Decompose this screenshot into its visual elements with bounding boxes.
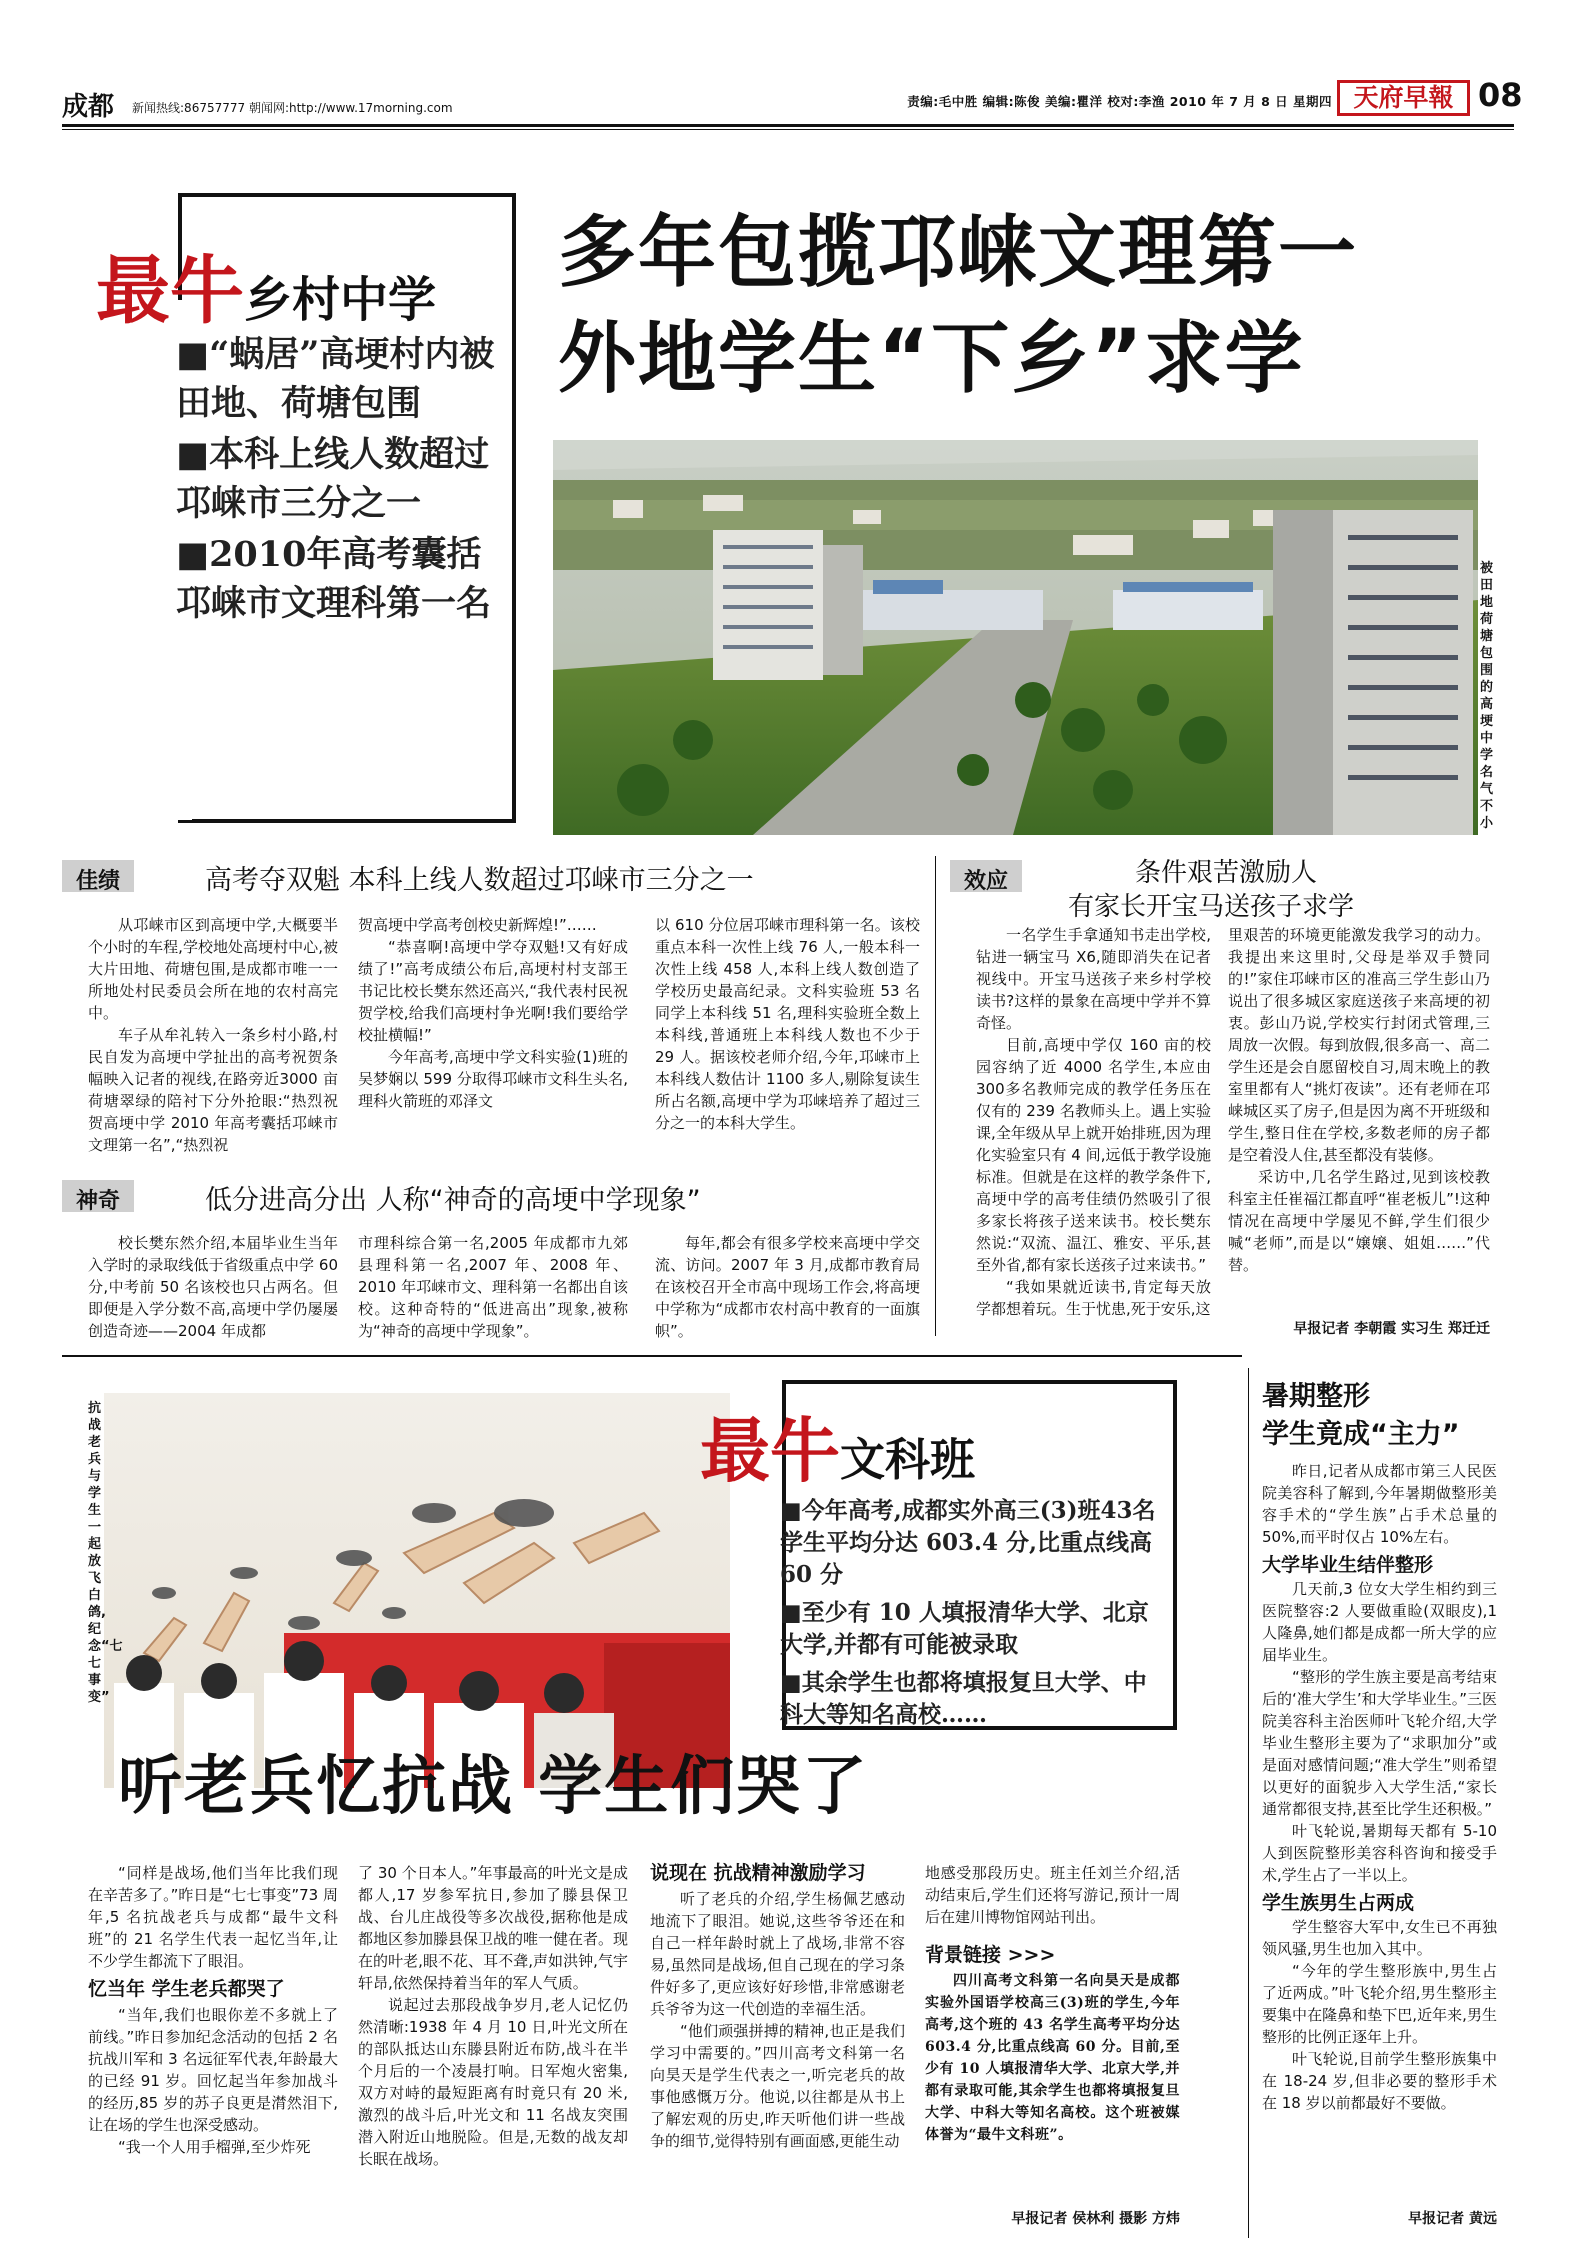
header-rule bbox=[62, 124, 1514, 127]
section-label-shenqi: 神奇 bbox=[62, 1180, 134, 1212]
main-headline-line2: 外地学生“下乡”求学 bbox=[558, 314, 1305, 404]
article-column bbox=[925, 1862, 1180, 2146]
hotline-text: 新闻热线:86757777 朝闻网:http://www.17morning.com bbox=[132, 101, 453, 115]
kicker-2 bbox=[700, 1395, 975, 1496]
paragraph: “当年,我们也眼你差不多就上了前线。”昨日参加纪念活动的包括 2 名抗战川军和 3 名远征军代表,年龄最大的已经 91 岁。回忆起当年参加战斗的经历,85 岁的苏子良更是潸然泪下,让在场的学生也深受感动。 bbox=[88, 2006, 338, 2134]
main-headline bbox=[558, 200, 1358, 412]
paragraph: 采访中,几名学生路过,见到该校教科室主任崔福江都直呼“崔老板儿”!这种情况在高埂中学屡见不鲜,学生们很少喊“老师”,而是以“嬢嬢、姐姐……”代替。 bbox=[1228, 1168, 1490, 1274]
story2-headline: 听老兵忆抗战 学生们哭了 bbox=[118, 1750, 869, 1824]
summary-bullet: ■至少有 10 人填报清华大学、北京大学,并都有可能被录取 bbox=[780, 1599, 1149, 1658]
story-divider bbox=[62, 1355, 1242, 1357]
paragraph: 里艰苦的环境更能激发我学习的动力。我提出来这里时,父母是举双手赞同的!”家住邛崃市区的准高三学生彭山乃说出了很多城区家庭送孩子来高埂的初衷。彭山乃说,学校实行封闭式管理,三周放一次假。每到放假,很多高一、高二学生还是会自愿留校自习,周末晚上的教室里都有人“挑灯夜读”。还有老师在邛崃城区买了房子,但是因为离不开班级和学生,整日住在学校,多数老师的房子都是空着没人住,甚至都没有装修。 bbox=[1228, 926, 1490, 1164]
kicker-red: 最牛 bbox=[700, 1409, 840, 1492]
section-title-shenqi: 低分进高分出 人称“神奇的高埂中学现象” bbox=[205, 1185, 701, 1216]
photo-caption-vertical: 抗战老兵与学生一起放飞白鸽,纪念“七七事变” bbox=[88, 1401, 123, 1705]
byline: 早报记者 李朝霞 实习生 郑迁迁 bbox=[1293, 1321, 1490, 1337]
paragraph: 从邛崃市区到高埂中学,大概要半个小时的车程,学校地处高埂村中心,被大片田地、荷塘包围,是成都市唯一一所地处村民委员会所在地的农村高完中。 bbox=[88, 916, 338, 1022]
summary-bullets-2 bbox=[780, 1495, 1165, 1737]
summary-bullet: ■本科上线人数超过邛崃市三分之一 bbox=[176, 434, 490, 524]
paragraph: 每年,都会有很多学校来高埂中学交流、访问。2007 年 3 月,成都市教育局在该校召开全市高中现场工作会,将高埂中学称为“成都市农村高中教育的一面旗帜”。 bbox=[655, 1234, 920, 1340]
paragraph: “我如果就近读书,肯定每天放学都想着玩。生于忧患,死于安乐,这 bbox=[976, 1278, 1211, 1318]
article-column bbox=[358, 914, 628, 1112]
kicker-black: 乡村中学 bbox=[244, 272, 437, 328]
summary-bullet: ■其余学生也都将填报复旦大学、中科大等知名高校…… bbox=[780, 1669, 1147, 1728]
header-rule-thin bbox=[62, 129, 1514, 130]
photo-caption-vertical: 被田地荷塘包围的高埂中学名气不小 bbox=[1480, 561, 1494, 831]
sidebar-byline: 早报记者 黄远 bbox=[1408, 2211, 1497, 2227]
sidebar-rule bbox=[1248, 1368, 1249, 2238]
paragraph: 了 30 个日本人。”年事最高的叶光文是成都人,17 岁参军抗日,参加了滕县保卫战、台儿庄战役等多次战役,据称他是成都地区参加滕县保卫战的唯一健在者。现在的叶老,眼不花、耳不聋,声如洪钟,气宇轩昂,依然保持着当年的军人气质。 bbox=[358, 1864, 629, 1992]
paragraph: 叶飞轮说,暑期每天都有 5-10 人到医院整形美容科咨询和接受手术,学生占了一半以上。 bbox=[1262, 1822, 1497, 1884]
kicker bbox=[96, 232, 436, 338]
sidebar-article bbox=[1262, 1378, 1497, 2114]
paragraph: 学生整容大军中,女生已不再独领风骚,男生也加入其中。 bbox=[1262, 1918, 1497, 1958]
article-column bbox=[88, 914, 338, 1156]
summary-bullet: ■今年高考,成都实外高三(3)班43名学生平均分达 603.4 分,比重点线高 60 分 bbox=[780, 1497, 1156, 1588]
sidebar-title-1: 暑期整形 bbox=[1262, 1381, 1370, 1412]
paragraph: 说起过去那段战争岁月,老人记忆仍然清晰:1938 年 4 月 10 日,叶光文所在的部队抵达山东滕县附近布防,战斗在半个月后的一个凌晨打响。日军炮火密集,双方对峙的最短距离有时竟只有 20 米,激烈的战斗后,叶光文和 11 名战友突围潜入附近山地脱险。但是,无数的战友却长眠在战场。 bbox=[358, 1996, 628, 2168]
article-column bbox=[976, 924, 1211, 1320]
article-column bbox=[655, 914, 920, 1134]
paragraph: 听了老兵的介绍,学生杨佩艺感动地流下了眼泪。她说,这些爷爷还在和自己一样年龄时就上了战场,非常不容易,虽然同是战场,但自己现在的学习条件好多了,更应该好好珍惜,非常感谢老兵爷爷为这一代创造的幸福生活。 bbox=[650, 1890, 905, 2018]
paragraph: 校长樊东然介绍,本届毕业生当年入学时的录取线低于省级重点中学 60 分,中考前 50 名该校也只占两名。但即便是入学分数不高,高埂中学仍屡屡创造奇迹——2004 年成都 bbox=[88, 1234, 338, 1340]
article-column bbox=[88, 1232, 338, 1342]
paragraph: 地感受那段历史。班主任刘兰介绍,活动结束后,学生们还将写游记,预计一周后在建川博物馆网站刊出。 bbox=[925, 1864, 1180, 1926]
paragraph: “整形的学生族主要是高考结束后的‘准大学生’和大学毕业生。”三医院美容科主治医师叶飞轮介绍,大学毕业生整形主要为了“求职加分”或是面对感情问题;“准大学生”则希望以更好的面貌步入大学生活,“家长通常都很支持,甚至比学生还积极。” bbox=[1262, 1668, 1497, 1818]
paragraph: “今年的学生整形族中,男生占了近两成。”叶飞轮介绍,男生整形主要集中在隆鼻和垫下巴,近年来,男生整形的比例正逐年上升。 bbox=[1262, 1962, 1497, 2046]
paragraph: 一名学生手拿通知书走出学校,钻进一辆宝马 X6,随即消失在记者视线中。开宝马送孩子来乡村学校读书?这样的景象在高埂中学并不算奇怪。 bbox=[976, 926, 1211, 1032]
school-aerial-image bbox=[553, 440, 1478, 835]
paragraph: “我一个人用手榴弹,至少炸死 bbox=[118, 2138, 311, 2156]
paragraph: 叶飞轮说,目前学生整形族集中在 18-24 岁,但非必要的整形手术在 18 岁以前都最好不要做。 bbox=[1262, 2050, 1497, 2112]
sidebar-subheading: 大学毕业生结伴整形 bbox=[1262, 1554, 1434, 1576]
paragraph: 贺高埂中学高考创校史新辉煌!”…… bbox=[358, 916, 597, 934]
paragraph: “他们顽强拼搏的精神,也正是我们学习中需要的。”四川高考文科第一名向昊天是学生代表之一,听完老兵的故事他感慨万分。他说,以往都是从书上了解宏观的历史,昨天听他们讲一些战争的细节,觉得特别有画面感,更能生动 bbox=[650, 2022, 905, 2150]
sidebar-body bbox=[1262, 1460, 1497, 2114]
background-text: 四川高考文科第一名向昊天是成都实验外国语学校高三(3)班的学生,今年高考,这个班的 43 名学生高考平均分达 603.4 分,比重点线高 60 分。目前,至少有 10 人填报清华大学、北京大学,并都有录取可能,其余学生也都将填报复旦大学、中科大等知名高校。这个班被媒体誉为“最牛文科班”。 bbox=[925, 1973, 1180, 2143]
kicker-red: 最牛 bbox=[96, 248, 244, 334]
staff-line: 责编:毛中胜 编辑:陈俊 美编:瞿洋 校对:李渔 2010 年 7 月 8 日 星期四 bbox=[907, 94, 1332, 109]
sidebar-subheading: 学生族男生占两成 bbox=[1262, 1892, 1415, 1914]
section-title-xiaoying-2: 有家长开宝马送孩子求学 bbox=[1068, 892, 1355, 922]
summary-bullet: ■2010年高考囊括邛崃市文理科第一名 bbox=[176, 534, 492, 624]
subheading: 忆当年 学生老兵都哭了 bbox=[88, 1978, 285, 2000]
section-label-xiaoying: 效应 bbox=[950, 860, 1022, 892]
doves-release-image bbox=[104, 1393, 730, 1788]
column-rule bbox=[935, 856, 936, 1336]
page-number: 08 bbox=[1478, 76, 1523, 114]
article-column bbox=[650, 1862, 905, 2152]
paragraph: “同样是战场,他们当年比我们现在辛苦多了。”昨日是“七七事变”73 周年,5 名抗战老兵与成都“最牛文科班”的 21 名学生代表一起忆当年,让不少学生都流下了眼泪。 bbox=[88, 1864, 338, 1970]
paragraph: 几天前,3 位女大学生相约到三医院整容:2 人要做重睑(双眼皮),1 人隆鼻,她们都是成都一所大学的应届毕业生。 bbox=[1262, 1580, 1497, 1664]
byline-2: 早报记者 侯林利 摄影 方炜 bbox=[1011, 2211, 1180, 2227]
paragraph: 昨日,记者从成都市第三人民医院美容科了解到,今年暑期做整形美容手术的“学生族”占手术总量的 50%,而平时仅占 10%左右。 bbox=[1262, 1462, 1497, 1546]
section-title-jiaji: 高考夺双魁 本科上线人数超过邛崃市三分之一 bbox=[205, 865, 754, 896]
article-column bbox=[655, 1232, 920, 1342]
subheading: 说现在 抗战精神激励学习 bbox=[650, 1862, 866, 1884]
article-column bbox=[1228, 924, 1490, 1276]
newspaper-logo: 天府早報 bbox=[1337, 80, 1470, 116]
paragraph: 以 610 分位居邛崃市理科第一名。该校重点本科一次性上线 76 人,一般本科一次性上线 458 人,本科上线人数创造了学校历史最高纪录。文科实验班 53 名同学上本科线 51 名,理科实验班全数上本科线,普通班上本科线人数也不少于 29 人。据该校老师介绍,今年,邛崃市上本科线人数估计 1100 多人,剔除复读生所占名额,高埂中学为邛崃培养了超过三分之一的本科大学生。 bbox=[655, 916, 920, 1132]
article-column bbox=[88, 1862, 338, 2158]
kicker-black: 文科班 bbox=[840, 1433, 976, 1486]
section-label-jiaji: 佳绩 bbox=[62, 860, 134, 892]
school-photo bbox=[553, 440, 1478, 835]
paragraph: 目前,高埂中学仅 160 亩的校园容纳了近 4000 名学生,本应由 300多名教师完成的教学任务压在仅有的 239 名教师头上。遇上实验课,全年级从早上就开始排班,因为理化实验室只有 4 间,远低于教学设施标准。但就是在这样的教学条件下,高埂中学的高考佳绩仍然吸引了很多家长将孩子送来读书。校长樊东然说:“双流、温江、雅安、平乐,甚至外省,都有家长送孩子过来读书。” bbox=[976, 1036, 1211, 1274]
veterans-photo bbox=[104, 1393, 730, 1788]
main-headline-line1: 多年包揽邛崃文理第一 bbox=[558, 208, 1359, 298]
article-column bbox=[358, 1862, 628, 2170]
paragraph: 市理科综合第一名,2005 年成都市九郊县理科第一名,2007 年、2008 年、2010 年邛崃市文、理科第一名都出自该校。这种奇特的“低进高出”现象,被称为“神奇的高埂中学现象”。 bbox=[358, 1234, 628, 1340]
page-header-left bbox=[62, 86, 453, 123]
paragraph: “恭喜啊!高埂中学夺双魁!又有好成绩了!”高考成绩公布后,高埂村村支部王书记比校长樊东然还高兴,“我代表村民祝贺学校,给我们高埂村争光啊!我们要给学校扯横幅!” bbox=[358, 938, 628, 1044]
section-city: 成都 bbox=[62, 92, 115, 122]
summary-bullets bbox=[176, 330, 508, 630]
summary-bullet: ■“蜗居”高埂村内被田地、荷塘包围 bbox=[176, 334, 495, 424]
paragraph: 车子从牟礼转入一条乡村小路,村民自发为高埂中学扯出的高考祝贺条幅映入记者的视线,在路旁近3000 亩荷塘翠绿的陪衬下分外抢眼:“热烈祝贺高埂中学 2010 年高考囊括邛崃市文理第一名”,“热烈祝 bbox=[88, 1026, 338, 1154]
background-link-title: 背景链接 >>> bbox=[925, 1944, 1056, 1966]
paragraph: 今年高考,高埂中学文科实验(1)班的吴梦娴以 599 分取得邛崃市文科生头名,理科火箭班的邓泽文 bbox=[358, 1048, 628, 1110]
section-title-xiaoying-1: 条件艰苦激励人 bbox=[1135, 858, 1318, 888]
article-column bbox=[358, 1232, 628, 1342]
sidebar-title-2: 学生竟成“主力” bbox=[1262, 1419, 1460, 1450]
